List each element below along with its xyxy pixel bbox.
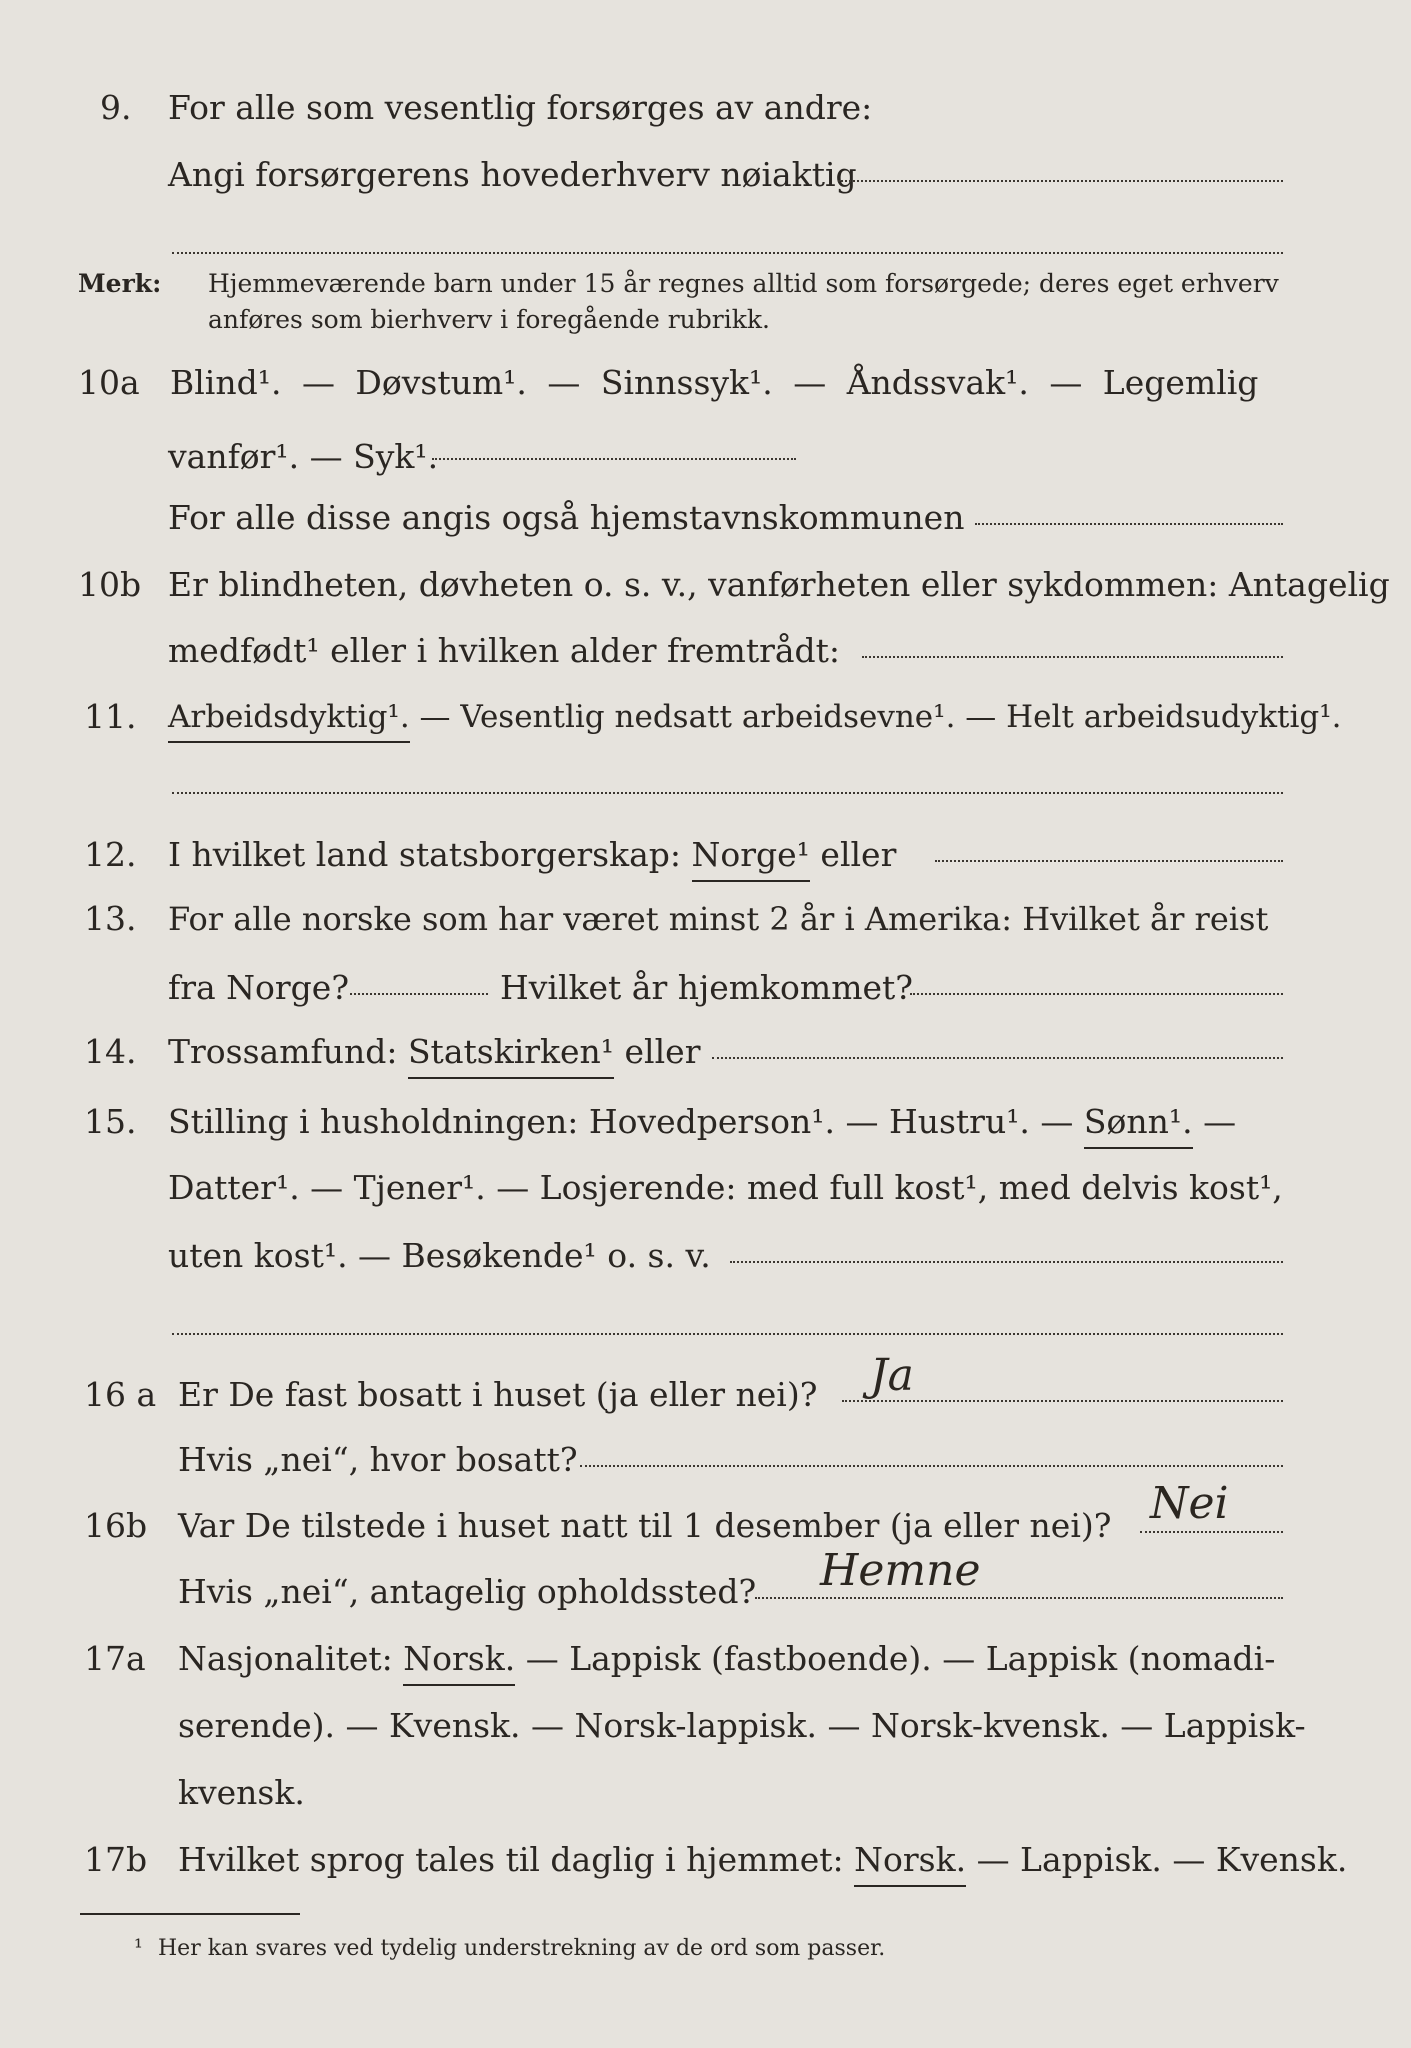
q13-line2a: fra Norge? <box>168 968 350 1007</box>
q17b-rest: — Lappisk. — Kvensk. <box>966 1840 1348 1879</box>
q14-option-statskirken[interactable]: Statskirken¹ <box>408 1032 614 1079</box>
q10b-number: 10b <box>78 565 142 604</box>
q16a-handwritten-answer: Ja <box>870 1350 914 1401</box>
q10b-answer-line[interactable] <box>862 656 1283 658</box>
q17b-line <box>178 1840 1347 1880</box>
merk-line2: anføres som bierhverv i foregående rubrikk. <box>208 305 770 334</box>
q16a-line2: Hvis „nei“, hvor bosatt? <box>178 1440 578 1479</box>
q12-answer-line[interactable] <box>935 860 1283 862</box>
q15-line1-dash: — <box>1192 1102 1237 1141</box>
merk-label: Merk: <box>78 269 162 298</box>
q15-line1 <box>168 1102 1236 1142</box>
q11-line <box>168 697 1342 737</box>
q13-number: 13. <box>84 899 137 938</box>
q17a-line2: serende). — Kvensk. — Norsk-lappisk. — Norsk-kvensk. — Lappisk- <box>178 1706 1306 1745</box>
q13-line1: For alle norske som har været minst 2 år i Amerika: Hvilket år reist <box>168 900 1269 938</box>
merk-line1: Hjemmeværende barn under 15 år regnes alltid som forsørgede; deres eget erhverv <box>208 269 1279 298</box>
q10a-line1: Blind¹. — Døvstum¹. — Sinnssyk¹. — Åndssvak¹. — Legemlig <box>170 363 1259 402</box>
q16b-handwritten-opholdssted: Hemne <box>820 1545 981 1596</box>
footnote-divider <box>80 1913 300 1915</box>
q10a-line3: For alle disse angis også hjemstavnskommunen <box>168 498 965 537</box>
q16b-handwritten-answer: Nei <box>1150 1478 1229 1529</box>
q14-line <box>168 1032 700 1072</box>
q14-eller: eller <box>614 1032 701 1071</box>
q10b-line1: Er blindheten, døvheten o. s. v., vanførheten eller sykdommen: Antagelig <box>168 565 1390 604</box>
q11-rest: — Vesentlig nedsatt arbeidsevne¹. — Helt arbeidsudyktig¹. <box>409 699 1342 735</box>
q15-line2: Datter¹. — Tjener¹. — Losjerende: med full kost¹, med delvis kost¹, <box>168 1168 1283 1207</box>
q16a-number: 16 a <box>84 1375 157 1414</box>
q16b-answer-line[interactable] <box>1140 1531 1283 1533</box>
q16b-line1: Var De tilstede i huset natt til 1 desember (ja eller nei)? <box>178 1506 1112 1545</box>
q12-number: 12. <box>84 835 137 874</box>
q13-line2b: Hvilket år hjemkommet? <box>500 968 913 1007</box>
q17a-option-norsk[interactable]: Norsk. <box>403 1639 515 1686</box>
q15-answer-line-2[interactable] <box>172 1333 1283 1335</box>
footnote-mark: ¹ <box>134 1936 143 1961</box>
q15-option-sonn[interactable]: Sønn¹. <box>1084 1102 1193 1149</box>
q16a-bosatt-line[interactable] <box>580 1465 1283 1467</box>
q15-line1-text: Stilling i husholdningen: Hovedperson¹. — Hustru¹. — <box>168 1102 1084 1141</box>
q16a-line1: Er De fast bosatt i huset (ja eller nei)? <box>178 1375 818 1414</box>
q16b-opholdssted-line[interactable] <box>755 1597 1283 1599</box>
q14-number: 14. <box>84 1032 137 1071</box>
q10a-kommune-line[interactable] <box>975 523 1283 525</box>
q17b-question: Hvilket sprog tales til daglig i hjemmet: <box>178 1840 855 1879</box>
q12-option-norge[interactable]: Norge¹ <box>692 835 810 882</box>
q13-hjemkommet-line[interactable] <box>910 993 1283 995</box>
q16b-number: 16b <box>84 1506 148 1545</box>
q10b-line2: medfødt¹ eller i hvilken alder fremtrådt: <box>168 631 841 670</box>
q15-line3: uten kost¹. — Besøkende¹ o. s. v. <box>168 1236 711 1275</box>
q11-option-arbeidsdyktig[interactable]: Arbeidsdyktig¹. <box>168 699 410 743</box>
q9-answer-line[interactable] <box>838 180 1283 182</box>
q13-reist-line[interactable] <box>350 993 488 995</box>
q15-answer-line[interactable] <box>730 1261 1283 1263</box>
q17a-question: Nasjonalitet: <box>178 1639 404 1678</box>
q16b-line2: Hvis „nei“, antagelig opholdssted? <box>178 1572 757 1611</box>
q14-answer-line[interactable] <box>712 1057 1283 1059</box>
q12-question: I hvilket land statsborgerskap: <box>168 835 692 874</box>
q9-number: 9. <box>100 88 132 127</box>
q17b-option-norsk[interactable]: Norsk. <box>854 1840 966 1887</box>
q9-line2: Angi forsørgerens hovederhverv nøiaktig <box>168 155 857 194</box>
q12-eller: eller <box>809 835 897 874</box>
q9-line1: For alle som vesentlig forsørges av andre: <box>168 88 873 127</box>
q12-line <box>168 835 896 875</box>
q9-answer-line-2[interactable] <box>172 252 1283 254</box>
q17a-line3: kvensk. <box>178 1773 305 1812</box>
q15-number: 15. <box>84 1102 137 1141</box>
q11-answer-line[interactable] <box>172 792 1283 794</box>
q11-number: 11. <box>84 697 137 736</box>
q17b-number: 17b <box>84 1840 148 1879</box>
q10a-answer-line[interactable] <box>432 458 796 460</box>
footnote-text: Her kan svares ved tydelig understrekning av de ord som passer. <box>158 1936 886 1961</box>
q14-question: Trossamfund: <box>168 1032 408 1071</box>
q10a-line2: vanfør¹. — Syk¹. <box>168 437 439 476</box>
q17a-number: 17a <box>84 1639 146 1678</box>
q17a-line1 <box>178 1639 1275 1679</box>
q17a-line1-rest: — Lappisk (fastboende). — Lappisk (nomadi- <box>515 1639 1276 1678</box>
q10a-number: 10a <box>78 363 140 402</box>
